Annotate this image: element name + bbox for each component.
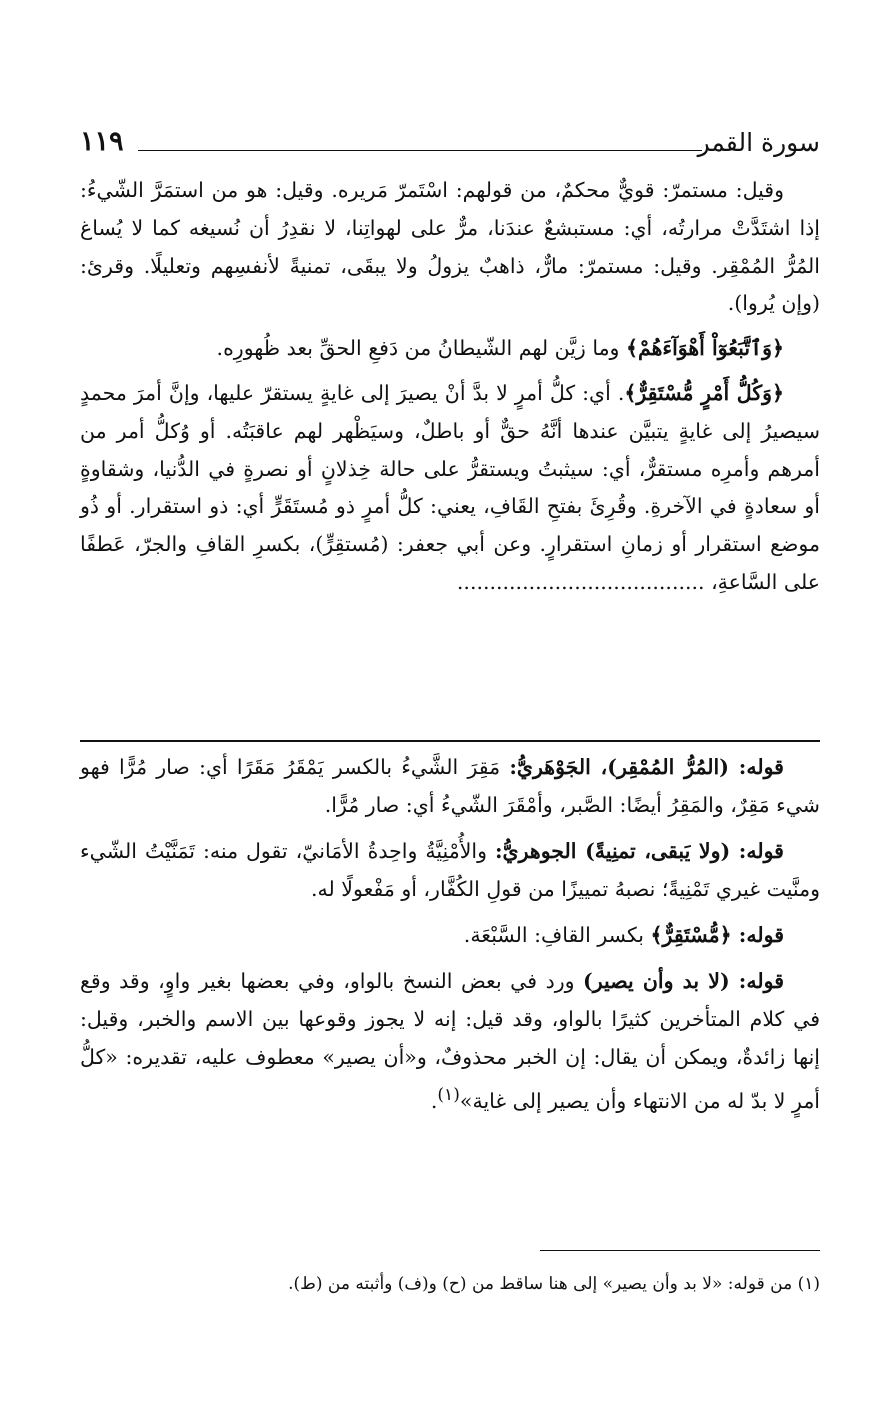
note-label: قوله: (لا بد وأن يصير) bbox=[583, 969, 784, 993]
header-rule bbox=[138, 150, 702, 151]
paragraph-2 bbox=[80, 330, 820, 368]
paragraph-text: . أي: كلُّ أمرٍ لا بدَّ أنْ يصيرَ إلى غايةٍ يستقرّ عليها، وإنَّ أمرَ محمدٍ سيصيرُ إلى غايةٍ يتبيَّن عندها أنَّهُ حقٌّ أو باطلٌ، وسيَظْهر لهم عاقبَتُه. أو وُكلُّ أمر من أمرهم وأمرِه مستقرٌّ، أي: سيثبتُ ويستقرُّ على حالة خِذلانٍ أو نصرةٍ في الدُّنيا، وشقاوةٍ أو سعادةٍ في الآخرةِ. وقُرِئَ بفتحِ القَافِ، يعني: كلُّ أمرٍ ذو مُستَقَرٍّ أي: ذو استقرار. أو ذُو موضع استقرار أو زمانِ استقرارٍ. وعن أبي جعفر: (مُستقِرٍّ)، بكسرِ القافِ والجرّ، عَطفًا على السَّاعةِ، bbox=[80, 380, 820, 594]
commentary-separator bbox=[80, 740, 820, 742]
main-text bbox=[80, 172, 820, 609]
continuation-dots: ...................................... bbox=[456, 569, 705, 594]
footnote-reference[interactable]: (١) bbox=[437, 1085, 460, 1105]
paragraph-3 bbox=[80, 375, 820, 602]
note-text: بكسر القافِ: السَّبْعَة. bbox=[463, 923, 651, 947]
surah-title: سورة القمر bbox=[697, 128, 820, 157]
paragraph-1: وقيل: مستمرّ: قويٌّ محكمٌ، من قولهم: اسْتَمرّ مَريره. وقيل: هو من استمَرَّ الشّيءُ: إذا اشتَدَّتْ مرارتُه، أي: مستبشعٌ عندَنا، مرٌّ على لهواتِنا، لا نقدِرُ أن نُسيغه كما لا يُساغ المُرُّ المُمْقِر. وقيل: مستمرّ: مارٌّ، ذاهبٌ يزولُ ولا يبقَى، تمنيةً لأنفسِهم وتعليلًا. وقرئ: (وإن يُروا). bbox=[80, 178, 820, 316]
note-text: مَقِرَ الشَّيءُ بالكسر يَمْقَرُ مَقَرًا أي: صار مُرًّا فهو شيء مَقِرٌ، والمَقِرُ أيضًا: الصَّبر، وأمْقَرَ الشّيءُ أي: صار مُرًّا. bbox=[80, 755, 820, 817]
page-number: ١١٩ bbox=[80, 126, 124, 157]
note-end: . bbox=[430, 1088, 438, 1113]
footnote-rule bbox=[540, 1250, 820, 1251]
note-text: ورد في بعض النسخ بالواو، وفي بعضها بغير واوٍ، وقد وقع في كلام المتأخرين كثيرًا بالواو، وقد قيل: إنه لا يجوز وقوعها بين الاسم والخبر، وقيل: إنها زائدةٌ، ويمكن أن يقال: إن الخبر محذوفٌ، و«أن يصير» معطوف عليه، تقديره: «كلُّ أمرٍ لا بدّ له من الانتهاء وأن يصير إلى غاية» bbox=[80, 969, 820, 1113]
quran-quote: ﴿وَكُلُّ أَمْرٍ مُّسْتَقِرٌّ﴾ bbox=[624, 380, 784, 405]
paragraph-text: وما زيَّن لهم الشّيطانُ من دَفعِ الحقِّ بعد ظُهورِه. bbox=[216, 336, 626, 361]
footnote: (١) من قوله: «لا بد وأن يصير» إلى هنا ساقط من (ح) و(ف) وأثبته من (ط). bbox=[288, 1274, 820, 1294]
note-label: قوله: ﴿مُّسْتَقِرٌّ﴾ bbox=[650, 923, 784, 947]
note-label: قوله: (ولا يَبقى، تمنِيةً) الجوهريُّ: bbox=[494, 839, 784, 863]
note-2 bbox=[80, 832, 820, 908]
note-text: والأُمْنِيَّةُ واحِدةُ الأمَانيّ، تقول منه: تَمَنَّيْتُ الشّيء ومنَّيت غيري تَمْنِيةً؛ نصبهُ تمييزًا من قولِ الكُفَّار، أو مَفْعولًا له. bbox=[80, 839, 820, 901]
note-label: قوله: (المُرُّ المُمْقِر)، الجَوْهَريُّ: bbox=[509, 755, 784, 779]
note-1 bbox=[80, 748, 820, 824]
quran-quote: ﴿وَٱتَّبَعُوٓاْ أَهْوَآءَهُمْ﴾ bbox=[625, 336, 784, 361]
page-header bbox=[80, 128, 820, 166]
note-4 bbox=[80, 962, 820, 1120]
commentary-notes bbox=[80, 748, 820, 1128]
note-3 bbox=[80, 916, 820, 954]
